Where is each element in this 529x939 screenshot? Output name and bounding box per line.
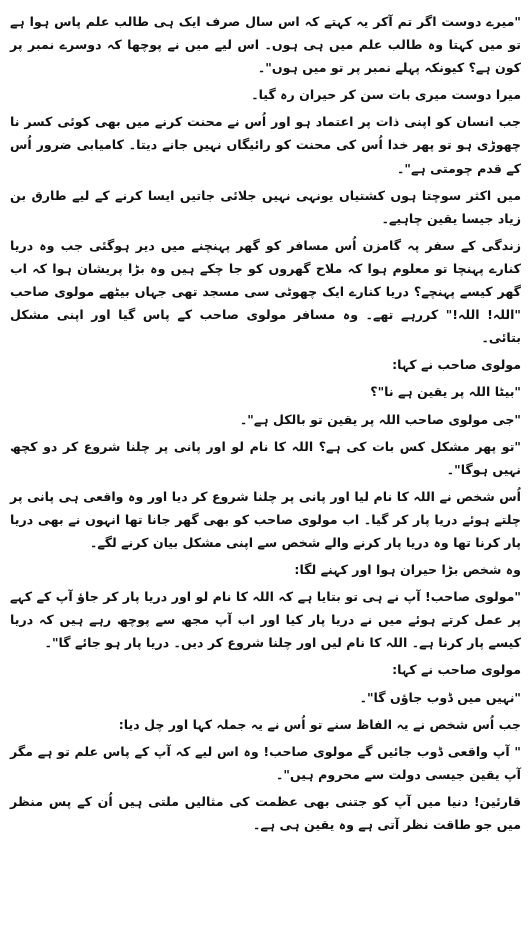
paragraph-crossed-river: اُس شخص نے اللہ کا نام لیا اور پانی پر چلنا شروع کر دیا اور وہ واقعی ہی پانی پر چلتے ہوئے دریا پار کر گیا۔ اب مولوی صاحب کو بھی گھر جانا تھا انہوں نے بھی دریا پار کرنا تھا وہ دریا پار کرنے والے شخص سے اپنی مشکل بیان کرنے لگے۔ (10, 488, 521, 550)
paragraph-answer-faith: "جی مولوی صاحب اللہ پر یقین تو بالکل ہے"۔ (239, 411, 521, 427)
paragraph-man-reply: "مولوی صاحب! آپ نے ہی تو بتایا ہے کہ اللہ کا نام لو اور دریا پار کر جاؤ آپ کے کہے پر عمل کرتے ہوئے میں نے دریا پار کیا اور اب آپ مجھ سے پوچھ رہے ہیں کہ دریا کیسے پار کرنا ہے۔ اللہ کا نام لیں اور چلنا شروع کر دیں۔ دریا پار ہو جائے گا"۔ (10, 589, 521, 651)
paragraph-maulvi-said-2: مولوی صاحب نے کہا: (392, 662, 521, 678)
paragraph-self-confidence: جب انسان کو اپنی ذات پر اعتماد ہو اور اُس نے محنت کرنے میں بھی کوئی کسر نا چھوڑی ہو تو پھر خدا اُس کی محنت کو رائیگاں نہیں جانے دیتا۔ کامیابی ضرور اُس کے قدم چومتی ہے"۔ (10, 114, 521, 176)
paragraph-will-drown: "نہیں میں ڈوب جاؤں گا"۔ (359, 689, 521, 705)
paragraph-man-leaves: جب اُس شخص نے یہ الفاظ سنے تو اُس نے یہ جملہ کہا اور چل دیا: (118, 716, 521, 732)
paragraph-friend-surprised: میرا دوست میری بات سن کر حیران رہ گیا۔ (251, 87, 521, 103)
paragraph-burning-boats: میں اکثر سوچتا ہوں کشتیاں یونہی نہیں جلائی جاتیں ایسا کرنے کے لیے طارق بن زیاد جیسا یقین چاہیے۔ (10, 187, 521, 226)
paragraph-maulvi-said-1: مولوی صاحب نے کہا: (392, 357, 521, 373)
paragraph-traveler-story: زندگی کے سفر پہ گامزن اُس مسافر کو گھر پہنچنے میں دیر ہوگئی جب وہ دریا کنارے پہنچا تو معلوم ہوا کہ ملاح گھروں کو جا چکے ہیں وہ بڑا پریشان ہوا کہ اب گھر کیسے پہنچے؟ دریا کنارے ایک چھوٹی سی مسجد تھی جہاں بیٹھے مولوی صاحب "اللہ! اللہ!" کررہے تھے۔ وہ مسافر مولوی صاحب کے پاس گیا اور اپنی مشکل بتائی۔ (10, 237, 521, 346)
paragraph-walk-on-water: "تو پھر مشکل کس بات کی ہے؟ اللہ کا نام لو اور پانی پر چلنا شروع کر دو کچھ نہیں ہوگا"۔ (10, 438, 521, 477)
paragraph-man-surprised: وہ شخص بڑا حیران ہوا اور کہنے لگا: (294, 562, 521, 578)
paragraph-lacking-faith: " آپ واقعی ڈوب جائیں گے مولوی صاحب! وہ اس لیے کہ آپ کے پاس علم تو ہے مگر آپ یقین جیسی دولت سے محروم ہیں"۔ (10, 743, 521, 782)
paragraph-question-faith: "بیٹا اللہ پر یقین ہے نا"؟ (370, 384, 521, 400)
paragraph-conclusion: قارئین! دنیا میں آپ کو جتنی بھی عظمت کی مثالیں ملتی ہیں اُن کے پس منظر میں جو طاقت نظر آتی ہے وہ یقین ہی ہے۔ (10, 793, 521, 832)
paragraph-student-claim: "میرے دوست اگر تم آکر یہ کہتے کہ اس سال صرف ایک ہی طالب علم پاس ہوا ہے تو میں کہتا وہ طالب علم میں ہی ہوں۔ اس لیے میں نے پوچھا کہ دوسرے نمبر پر کون ہے؟ کیونکہ پہلے نمبر پر تو میں ہوں"۔ (10, 14, 521, 76)
